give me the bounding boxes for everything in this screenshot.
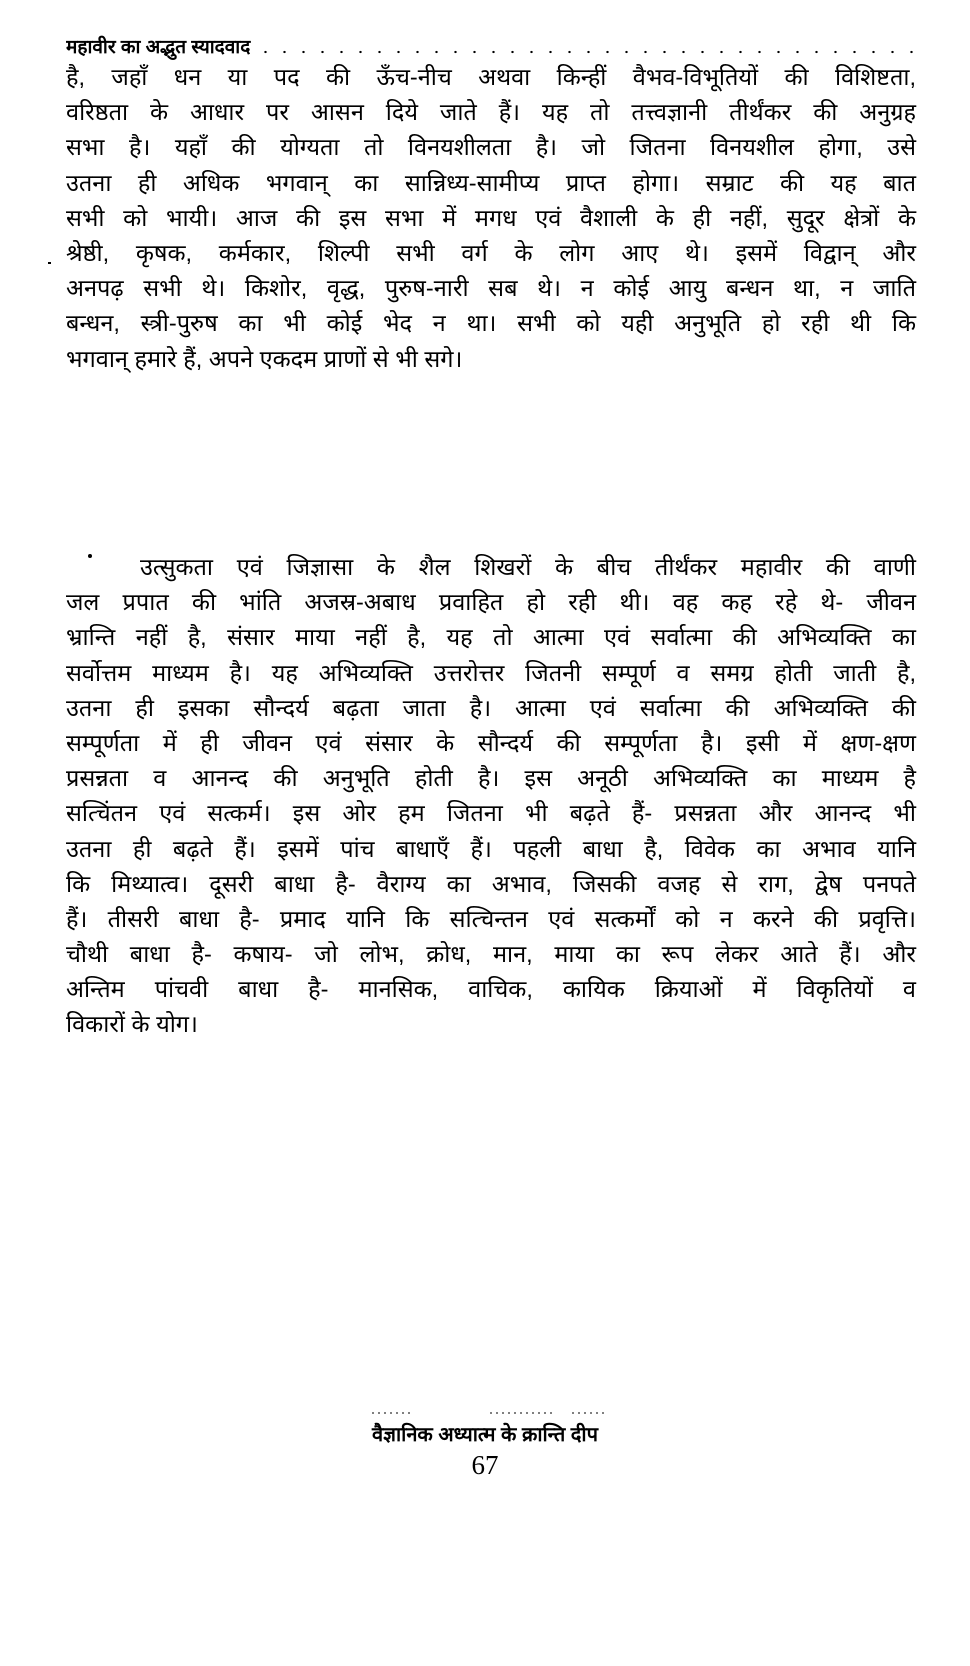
text-line: उतना ही अधिक भगवान् का सान्निध्य-सामीप्य प्राप्त होगा। सम्राट की यह बात [66,169,916,196]
footer-book-title: वैज्ञानिक अध्यात्म के क्रान्ति दीप [372,1424,598,1446]
text-line: भगवान् हमारे हैं, अपने एकदम प्राणों से भी सगे। [66,345,463,372]
text-line: सभा है। यहाँ की योग्यता तो विनयशीलता है। जो जितना विनयशील होगा, उसे [66,134,916,161]
text-line: श्रेष्ठी, कृषक, कर्मकार, शिल्पी सभी वर्ग के लोग आए थे। इसमें विद्वान् और [66,239,916,266]
text-line: कि मिथ्यात्व। दूसरी बाधा है- वैराग्य का अभाव, जिसकी वजह से राग, द्वेष पनपते [66,870,916,897]
text-line: चौथी बाधा है- कषाय- जो लोभ, क्रोध, मान, माया का रूप लेकर आते हैं। और [66,941,916,968]
text-line: है, जहाँ धन या पद की ऊँच-नीच अथवा किन्हीं वैभव-विभूतियों की विशिष्टता, [66,64,916,90]
text-line: हैं। तीसरी बाधा है- प्रमाद यानि कि सत्चिन्तन एवं सत्कर्मों को न करने की प्रवृत्ति। [66,905,916,932]
running-title: महावीर का अद्भुत स्यादवाद [66,37,251,58]
text-line: उतना ही बढ़ते हैं। इसमें पांच बाधाएँ हैं। पहली बाधा है, विवेक का अभाव यानि [66,835,916,862]
text-line: बन्धन, स्त्री-पुरुष का भी कोई भेद न था। सभी को यही अनुभूति हो रही थी कि [66,310,916,337]
text-line: विकारों के योग। [66,1011,198,1038]
text-line: उत्सुकता एवं जिज्ञासा के शैल शिखरों के बीच तीर्थंकर महावीर की वाणी [140,554,916,580]
text-line: सर्वोत्तम माध्यम है। यह अभिव्यक्ति उत्तरोत्तर जितनी सम्पूर्ण व समग्र होती जाती है, [66,659,916,686]
margin-mark [48,262,51,264]
page-number: 67 [471,1450,499,1480]
text-line: सम्पूर्णता में ही जीवन एवं संसार के सौन्दर्य की सम्पूर्णता है। इसी में क्षण-क्षण [66,729,916,756]
text-line: अनपढ़ सभी थे। किशोर, वृद्ध, पुरुष-नारी सब थे। न कोई आयु बन्धन था, न जाति [66,275,916,302]
text-line: जल प्रपात की भांति अजस्र-अबाध प्रवाहित हो रही थी। वह कह रहे थे- जीवन [66,589,916,616]
running-header [66,30,916,62]
text-line: वरिष्ठता के आधार पर आसन दिये जाते हैं। यह तो तत्त्वज्ञानी तीर्थंकर की अनुग्रह [66,99,916,126]
footer-dot-rule [370,1412,410,1414]
text-line: सत्चिंतन एवं सत्कर्म। इस ओर हम जितना भी बढ़ते हैं- प्रसन्नता और आनन्द भी [66,800,916,827]
footer-dot-rule [488,1412,554,1414]
text-line: सभी को भायी। आज की इस सभा में मगध एवं वैशाली के ही नहीं, सुदूर क्षेत्रों के [66,204,916,231]
text-line: प्रसन्नता व आनन्द की अनुभूति होती है। इस अनूठी अभिव्यक्ति का माध्यम है [66,765,916,792]
footer-dot-rule [570,1412,606,1414]
paragraph-1 [66,60,916,377]
paragraph-2 [66,550,916,1043]
text-line: भ्रान्ति नहीं है, संसार माया नहीं है, यह तो आत्मा एवं सर्वात्मा की अभिव्यक्ति का [66,624,916,651]
header-dot-leader [256,50,916,54]
text-line: अन्तिम पांचवी बाधा है- मानसिक, वाचिक, कायिक क्रियाओं में विकृतियों व [66,976,916,1003]
text-line: उतना ही इसका सौन्दर्य बढ़ता जाता है। आत्मा एवं सर्वात्मा की अभिव्यक्ति की [66,694,916,721]
